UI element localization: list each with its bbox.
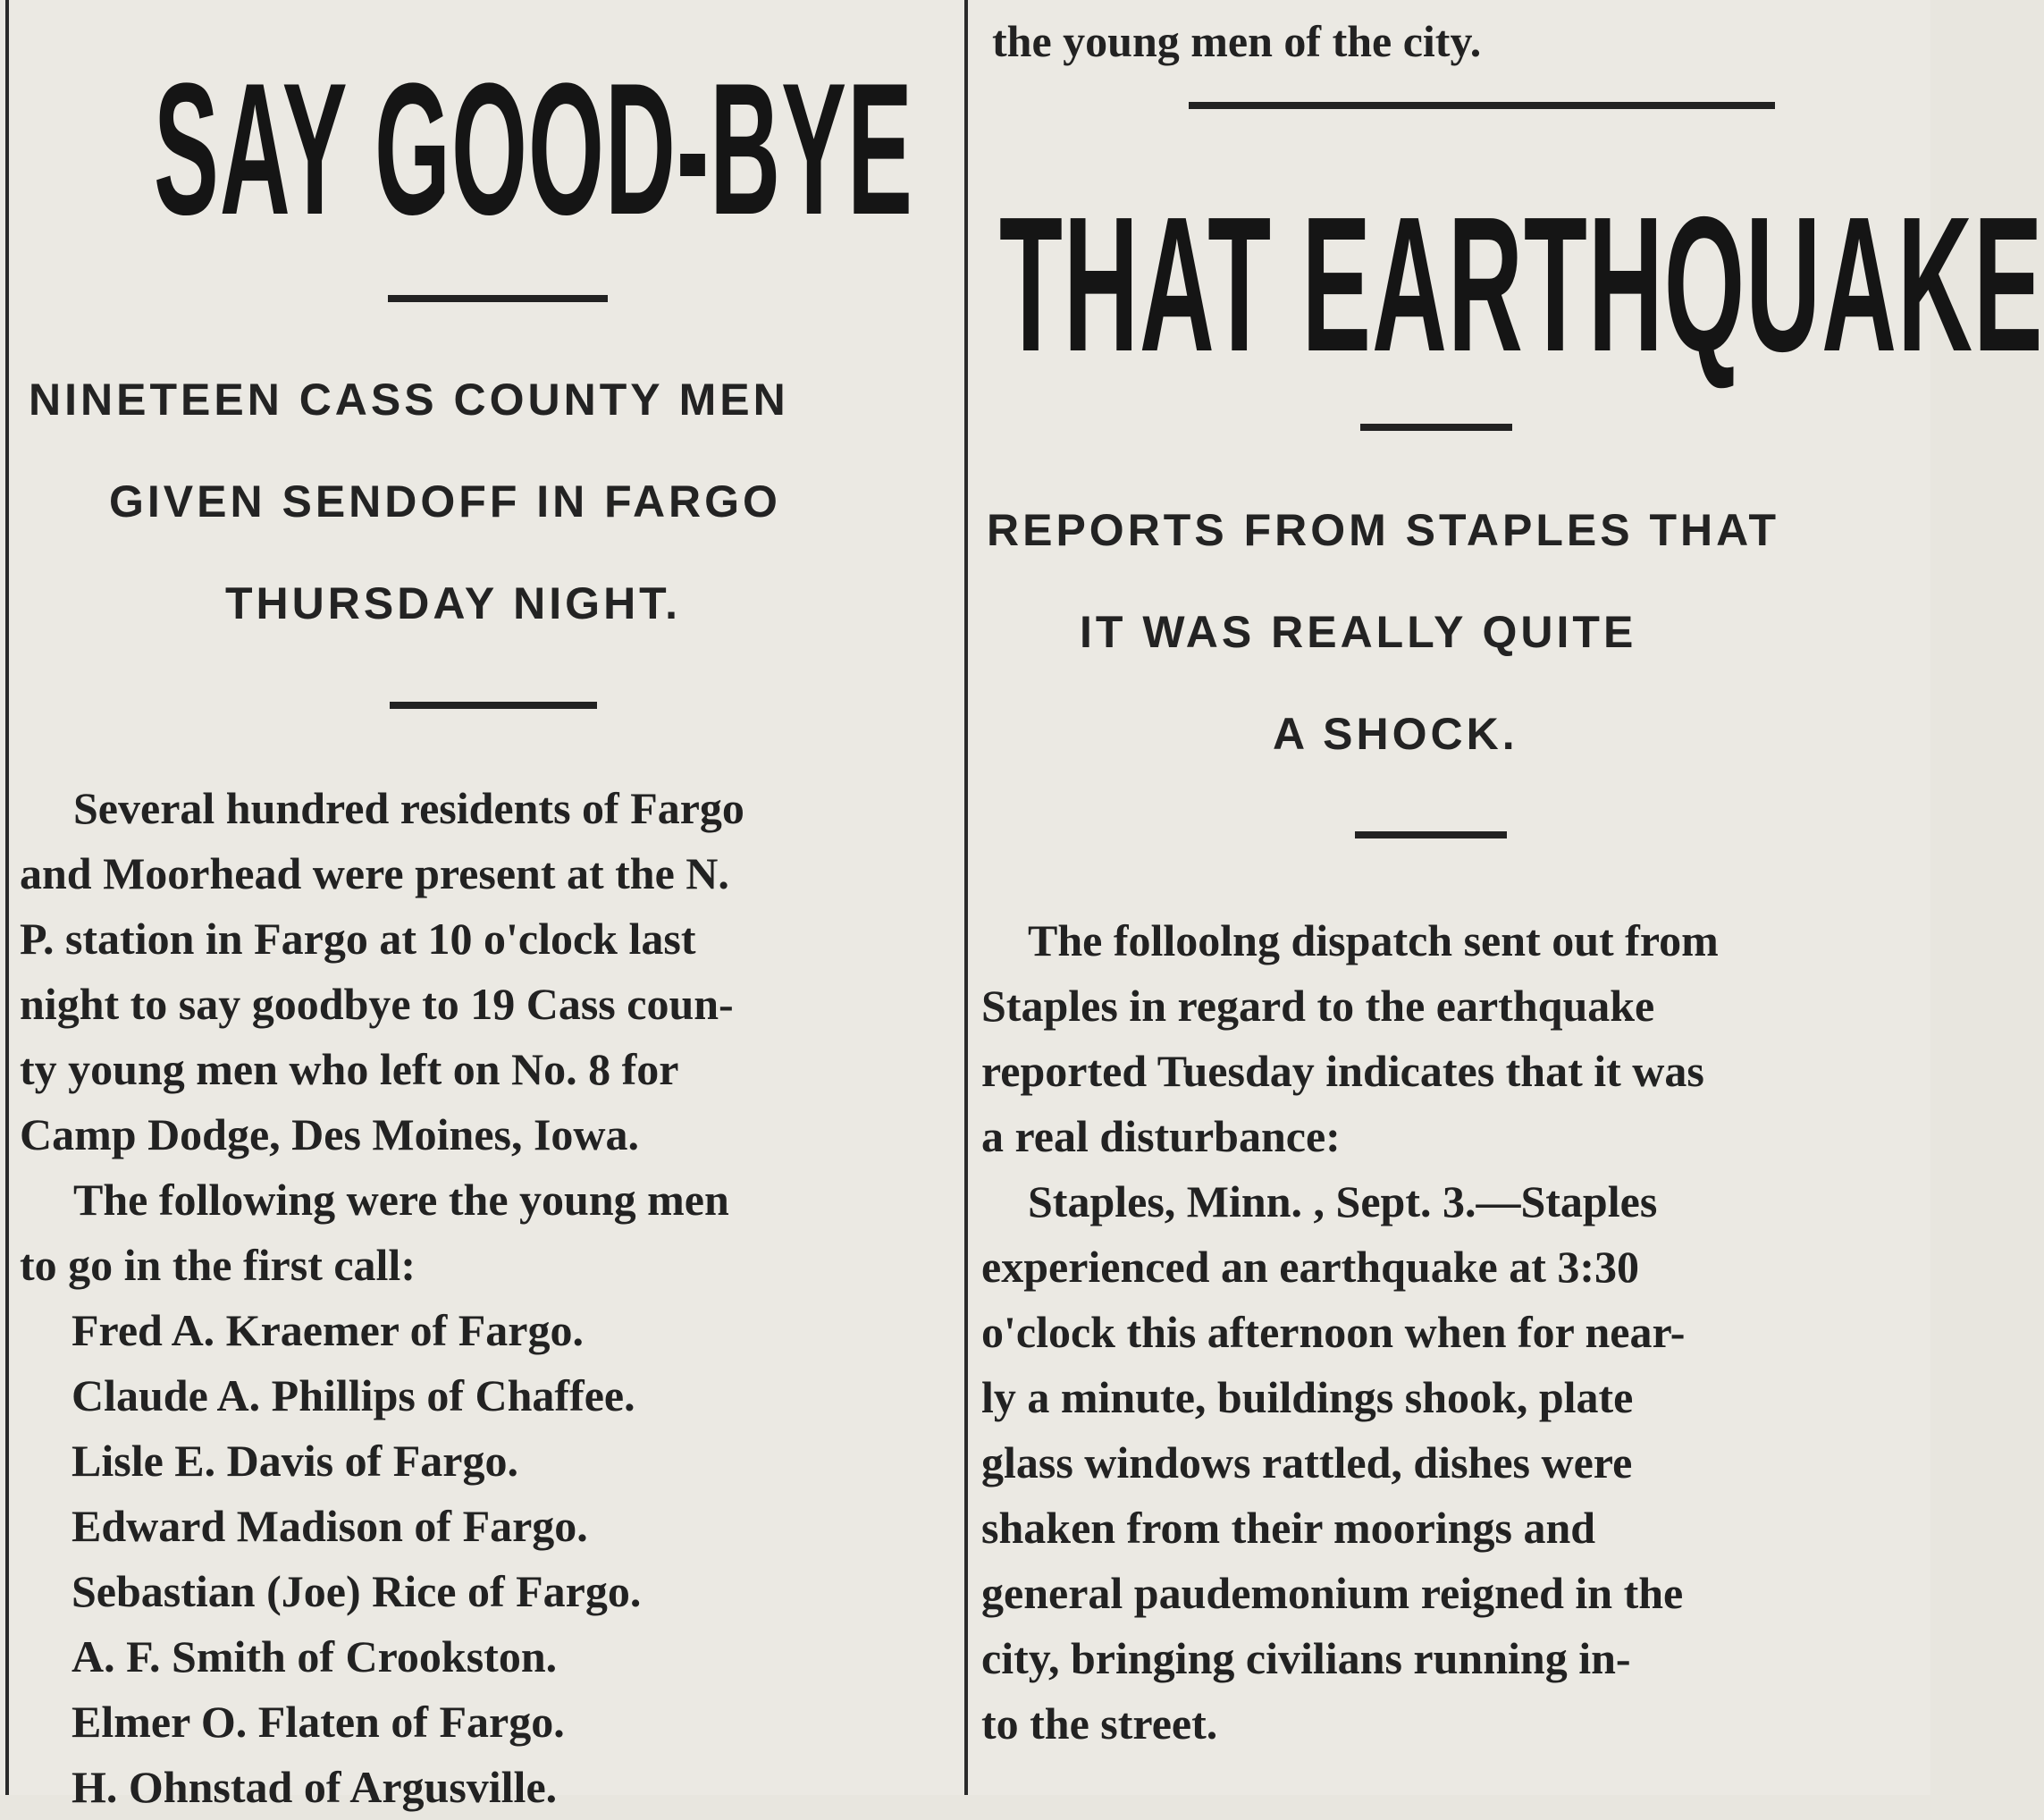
list-item: Lisle E. Davis of Fargo. xyxy=(71,1436,518,1486)
left-article xyxy=(20,0,949,1812)
text-line: P. station in Fargo at 10 o'clock last xyxy=(20,914,696,964)
text-line: Staples, Minn. , Sept. 3.—Staples xyxy=(1028,1176,1658,1226)
list-item: H. Ohnstad of Argusville. xyxy=(71,1762,558,1812)
text-line: o'clock this afternoon when for near- xyxy=(981,1307,1686,1357)
right-headline: THAT EARTHQUAKE xyxy=(999,176,2044,392)
left-headline: SAY GOOD-BYE xyxy=(154,44,913,254)
text-line: The following were the young men xyxy=(73,1175,729,1225)
name-list xyxy=(71,1298,641,1820)
right-subhead-line-3: A SHOCK. xyxy=(1273,709,1518,759)
left-border-rule xyxy=(5,0,9,1795)
left-subhead-line-3: THURSDAY NIGHT. xyxy=(225,578,682,628)
column-divider xyxy=(964,0,968,1795)
list-item: Sebastian (Joe) Rice of Fargo. xyxy=(71,1566,642,1616)
text-line: Several hundred residents of Fargo xyxy=(73,783,744,833)
right-paragraph-1 xyxy=(981,908,1719,1169)
text-line: Staples in regard to the earthquake xyxy=(981,981,1655,1031)
subhead-rule xyxy=(1355,831,1507,838)
text-line: to go in the first call: xyxy=(20,1240,416,1290)
right-article xyxy=(981,0,2044,1795)
text-line: experienced an earthquake at 3:30 xyxy=(981,1242,1640,1292)
text-line: to the street. xyxy=(981,1698,1218,1748)
text-line: The folloolng dispatch sent out from xyxy=(1028,915,1719,965)
text-line: Camp Dodge, Des Moines, Iowa. xyxy=(20,1109,640,1159)
left-paragraph-1 xyxy=(20,776,744,1167)
text-line: general paudemonium reigned in the xyxy=(981,1568,1684,1618)
headline-rule xyxy=(388,295,608,302)
left-paragraph-2 xyxy=(20,1167,729,1298)
text-line: and Moorhead were present at the N. xyxy=(20,848,729,898)
right-paragraph-2 xyxy=(981,1169,1685,1757)
headline-rule xyxy=(1360,424,1512,431)
list-item: A. F. Smith of Crookston. xyxy=(71,1631,558,1681)
text-line: reported Tuesday indicates that it was xyxy=(981,1046,1704,1096)
article-separator-rule xyxy=(1189,102,1775,109)
text-line: city, bringing civilians running in- xyxy=(981,1633,1631,1683)
right-subhead-line-1: REPORTS FROM STAPLES THAT xyxy=(987,505,1780,555)
list-item: Fred A. Kraemer of Fargo. xyxy=(71,1305,584,1355)
continued-text-line: the young men of the city. xyxy=(992,16,1482,66)
list-item: Elmer O. Flaten of Fargo. xyxy=(71,1697,565,1747)
text-line: shaken from their moorings and xyxy=(981,1503,1596,1553)
left-subhead-line-2: GIVEN SENDOFF IN FARGO xyxy=(109,476,781,527)
text-line: ty young men who left on No. 8 for xyxy=(20,1044,679,1094)
text-line: glass windows rattled, dishes were xyxy=(981,1437,1633,1487)
left-subhead-line-1: NINETEEN CASS COUNTY MEN xyxy=(29,375,789,425)
text-line: night to say goodbye to 19 Cass coun- xyxy=(20,979,734,1029)
list-item: Claude A. Phillips of Chaffee. xyxy=(71,1370,635,1420)
list-item: Edward Madison of Fargo. xyxy=(71,1501,588,1551)
subhead-rule xyxy=(390,702,597,709)
text-line: ly a minute, buildings shook, plate xyxy=(981,1372,1634,1422)
text-line: a real disturbance: xyxy=(981,1111,1341,1161)
right-subhead-line-2: IT WAS REALLY QUITE xyxy=(1080,607,1637,657)
